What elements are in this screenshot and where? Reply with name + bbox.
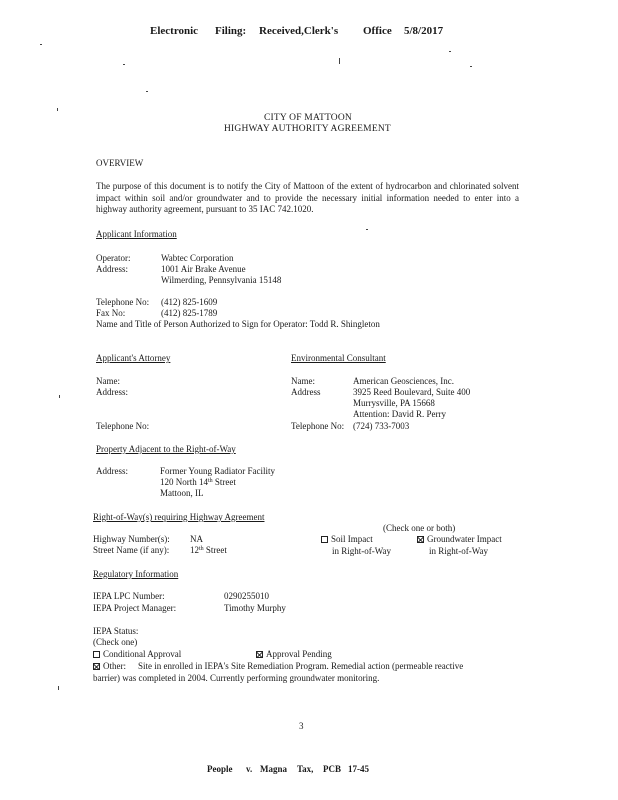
approval-pending-checkbox[interactable] (256, 651, 263, 658)
header-received: Received,Clerk's (259, 25, 339, 37)
groundwater-impact-sub: in Right-of-Way (429, 546, 489, 556)
groundwater-impact-option[interactable] (417, 534, 502, 545)
property-street-name: Street (212, 477, 236, 487)
conditional-approval-option[interactable] (93, 649, 181, 660)
applicant-phone-value: (412) 825-1609 (161, 297, 218, 307)
lpc-value: 0290255010 (224, 591, 269, 601)
scan-speck (123, 64, 125, 65)
street-value (190, 545, 227, 556)
header-electronic: Electronic (150, 25, 199, 37)
footer-v: v. (246, 764, 253, 774)
scan-speck (59, 395, 60, 398)
property-line2 (160, 477, 236, 488)
street-number: 12 (190, 545, 199, 555)
scan-speck (146, 91, 148, 92)
footer-tax: Tax, (297, 764, 314, 774)
scan-speck (339, 58, 340, 64)
footer-pcb: PCB (323, 764, 341, 774)
highway-value: NA (190, 534, 203, 544)
scan-speck (470, 66, 472, 67)
street-name: Street (203, 545, 227, 555)
consultant-address-line1: 3925 Reed Boulevard, Suite 400 (353, 387, 471, 397)
manager-label: IEPA Project Manager: (93, 603, 177, 613)
operator-value: Wabtec Corporation (161, 253, 234, 263)
applicant-address-label: Address: (96, 264, 128, 274)
row-check-note: (Check one or both) (383, 523, 456, 533)
soil-impact-checkbox[interactable] (321, 536, 328, 543)
overview-heading: OVERVIEW (96, 158, 144, 168)
consultant-phone-value: (724) 733-7003 (353, 421, 410, 431)
consultant-name-label: Name: (291, 376, 315, 386)
other-checkbox[interactable] (93, 663, 100, 670)
applicant-fax-value: (412) 825-1789 (161, 308, 218, 318)
applicant-address-line2: Wilmerding, Pennsylvania 15148 (161, 275, 282, 285)
page-number: 3 (299, 721, 304, 731)
other-text-line2: barrier) was completed in 2004. Currently performing groundwater monitoring. (93, 673, 380, 683)
soil-impact-sub: in Right-of-Way (332, 546, 392, 556)
groundwater-impact-label: Groundwater Impact (427, 534, 502, 544)
footer-magna: Magna (260, 764, 287, 774)
consultant-address-line2: Murrysville, PA 15668 (353, 398, 435, 408)
overview-paragraph: The purpose of this document is to notify the City of Mattoon of the extent of hydrocarbon and chlorinated solvent impact within soil and/or groundwater and to provide the necessary initial information needed to enter into a highway authority agreement, pursuant to 35 IAC 742.1020. (96, 181, 519, 214)
property-address-label: Address: (96, 466, 128, 476)
street-suffix: th (199, 546, 204, 552)
consultant-phone-label: Telephone No: (291, 421, 345, 431)
property-line3: Mattoon, IL (160, 488, 204, 498)
consultant-name-value: American Geosciences, Inc. (353, 376, 454, 386)
regulatory-heading: Regulatory Information (93, 569, 179, 579)
other-text-line1: Site in enrolled in IEPA's Site Remediation Program. Remedial action (permeable reactive (138, 661, 464, 671)
conditional-approval-label: Conditional Approval (103, 649, 182, 659)
soil-impact-option[interactable] (321, 534, 373, 545)
attorney-heading: Applicant's Attorney (96, 353, 171, 363)
status-label: IEPA Status: (93, 626, 139, 636)
title-agreement: HIGHWAY AUTHORITY AGREEMENT (224, 124, 391, 134)
scan-speck (449, 51, 451, 52)
scan-speck (57, 108, 58, 111)
header-office: Office (363, 25, 392, 37)
property-street-number: 120 North 14 (160, 477, 208, 487)
consultant-address-label: Address (291, 387, 321, 397)
attorney-name-label: Name: (96, 376, 120, 386)
footer-case: 17-45 (348, 764, 369, 774)
header-date: 5/8/2017 (404, 25, 444, 37)
lpc-label: IEPA LPC Number: (93, 591, 165, 601)
conditional-approval-checkbox[interactable] (93, 651, 100, 658)
applicant-phone-label: Telephone No: (96, 297, 150, 307)
highway-label: Highway Number(s): (93, 534, 170, 544)
property-heading: Property Adjacent to the Right-of-Way (96, 444, 236, 454)
footer-people: People (207, 764, 233, 774)
scan-speck (58, 686, 59, 690)
other-option[interactable] (93, 661, 126, 672)
attorney-phone-label: Telephone No: (96, 421, 150, 431)
attorney-address-label: Address: (96, 387, 128, 397)
street-label: Street Name (if any): (93, 545, 170, 555)
applicant-heading: Applicant Information (96, 229, 177, 239)
manager-value: Timothy Murphy (224, 603, 286, 613)
consultant-address-line3: Attention: David R. Perry (353, 409, 446, 419)
soil-impact-label: Soil Impact (331, 534, 373, 544)
property-line1: Former Young Radiator Facility (160, 466, 275, 476)
approval-pending-option[interactable] (256, 649, 332, 660)
header-filing: Filing: (215, 25, 247, 37)
check-one-label: (Check one) (93, 637, 138, 647)
groundwater-impact-checkbox[interactable] (417, 536, 424, 543)
scan-speck (40, 44, 42, 45)
row-heading: Right-of-Way(s) requiring Highway Agreement (93, 512, 265, 522)
applicant-address-line1: 1001 Air Brake Avenue (161, 264, 246, 274)
property-street-suffix: th (208, 478, 213, 484)
other-label: Other: (103, 661, 126, 671)
authorized-signer: Name and Title of Person Authorized to Sign for Operator: Todd R. Shingleton (96, 319, 380, 329)
approval-pending-label: Approval Pending (266, 649, 332, 659)
scan-speck (366, 229, 368, 230)
title-city: CITY OF MATTOON (264, 113, 352, 123)
consultant-heading: Environmental Consultant (291, 353, 386, 363)
operator-label: Operator: (96, 253, 131, 263)
applicant-fax-label: Fax No: (96, 308, 126, 318)
